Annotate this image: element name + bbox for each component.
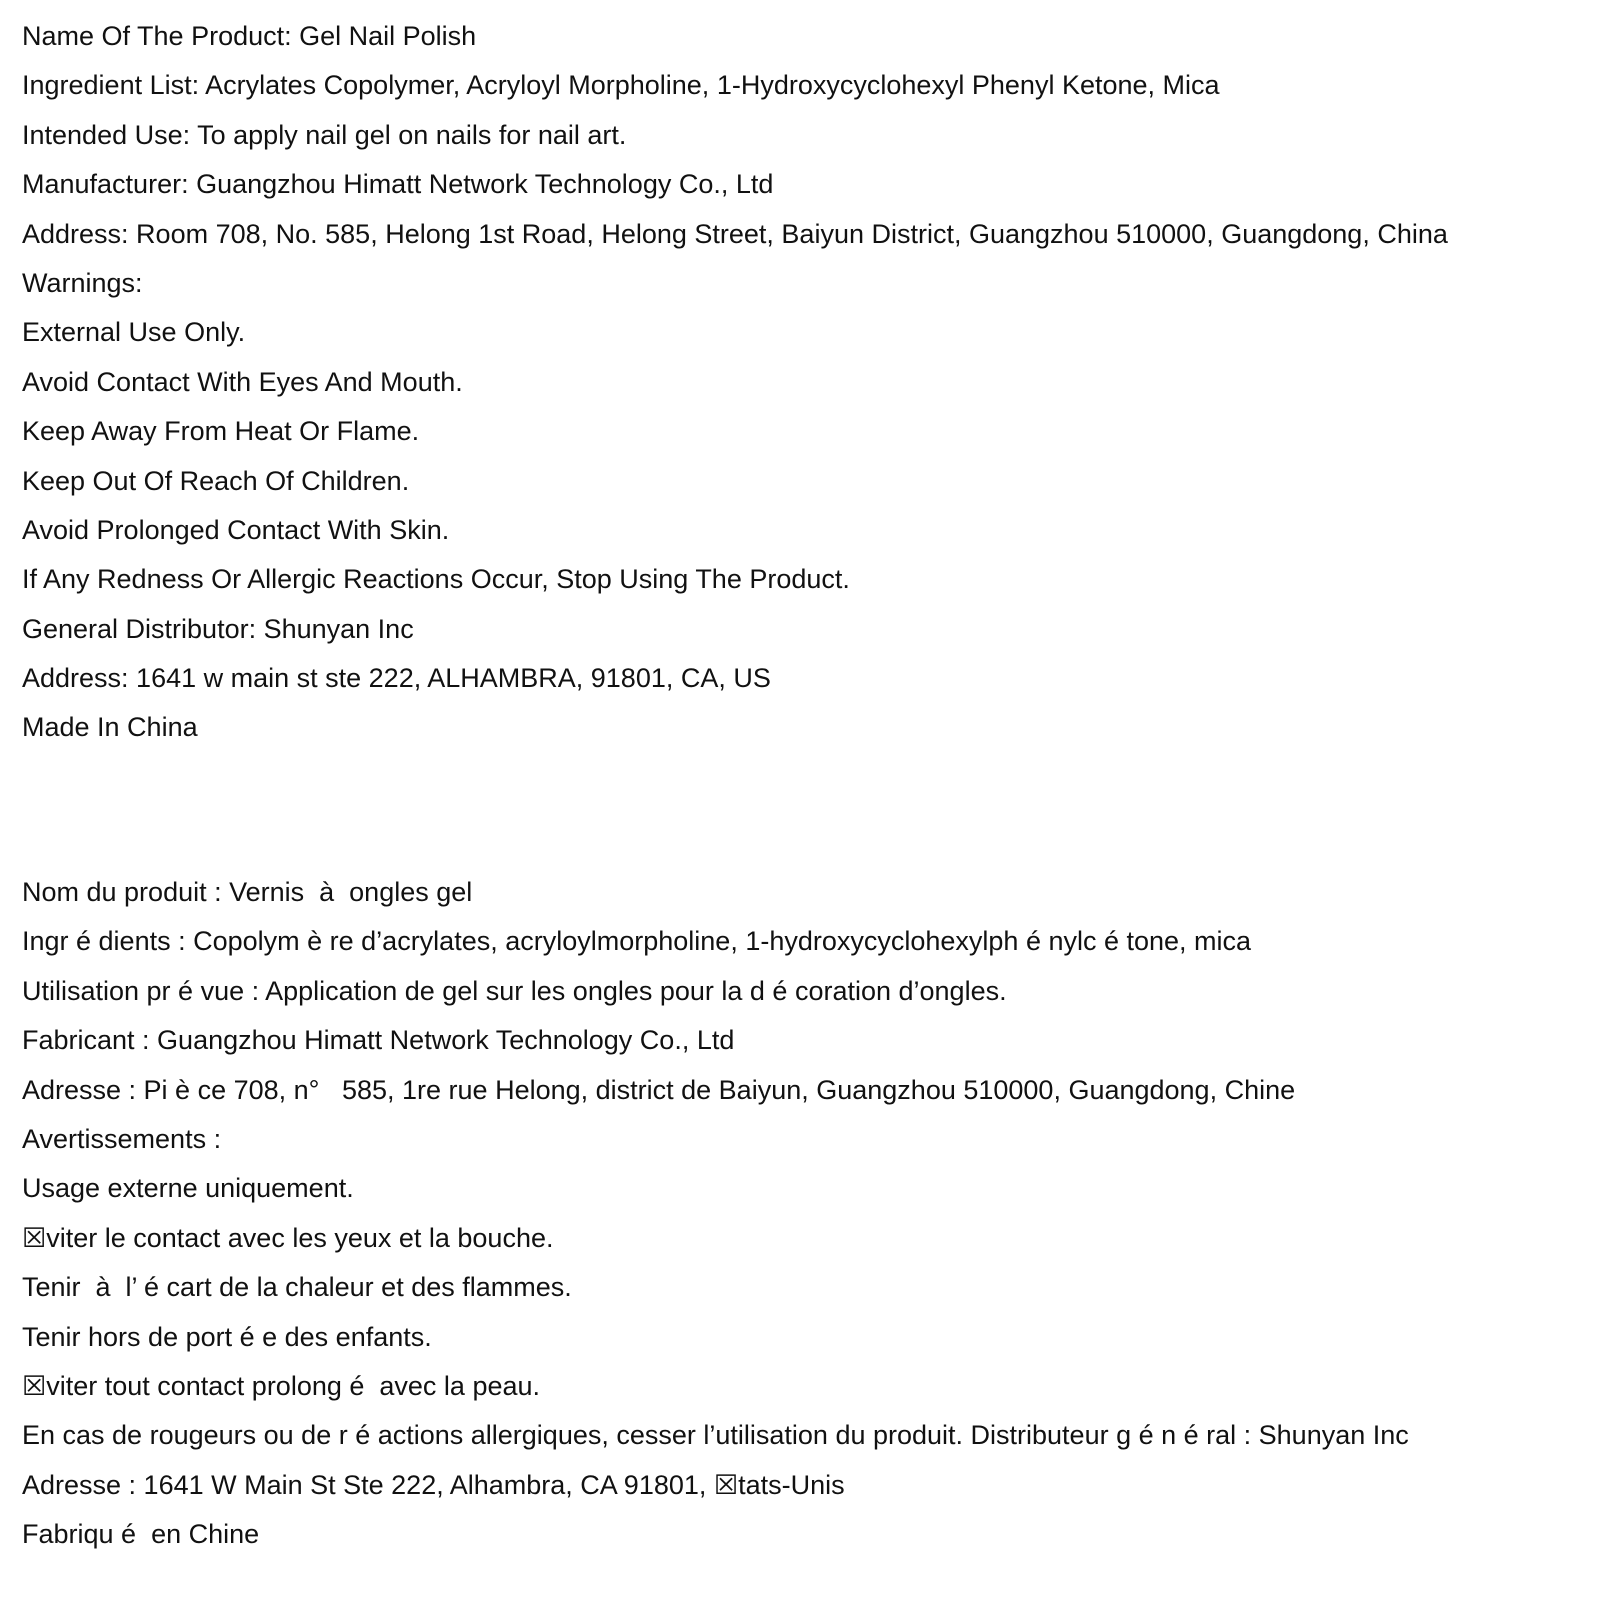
warning-line: Tenir à l’ é cart de la chaleur et des flammes. [22, 1272, 572, 1303]
warning-line: Keep Out Of Reach Of Children. [22, 465, 410, 496]
origin-line: Made In China [22, 712, 198, 743]
french-label-section [22, 870, 1580, 1561]
distributor-address-line: Address: 1641 w main st ste 222, ALHAMBRA, 91801, CA, US [22, 663, 771, 694]
warning-line: ☒viter le contact avec les yeux et la bouche. [22, 1222, 554, 1253]
warning-line: External Use Only. [22, 317, 246, 348]
ingredient-list-line: Ingr é dients : Copolym è re d’acrylates, acryloylmorpholine, 1-hydroxycyclohexylph é nylc é tone, mica [22, 926, 1252, 957]
english-label-section [22, 14, 1580, 755]
manufacturer-address-line: Address: Room 708, No. 585, Helong 1st Road, Helong Street, Baiyun District, Guangzhou 510000, Guangdong, China [22, 218, 1448, 249]
warning-line: Tenir hors de port é e des enfants. [22, 1321, 432, 1352]
warning-line: Keep Away From Heat Or Flame. [22, 416, 420, 447]
origin-line: Fabriqu é en Chine [22, 1519, 260, 1550]
warning-line: ☒viter tout contact prolong é avec la peau. [22, 1370, 541, 1401]
intended-use-line: Intended Use: To apply nail gel on nails for nail art. [22, 119, 627, 150]
intended-use-line: Utilisation pr é vue : Application de gel sur les ongles pour la d é coration d’ongles. [22, 975, 1007, 1006]
distributor-address-line: Adresse : 1641 W Main St Ste 222, Alhambra, CA 91801, ☒tats-Unis [22, 1469, 845, 1500]
warning-line: If Any Redness Or Allergic Reactions Occur, Stop Using The Product. [22, 564, 850, 595]
distributor-line: General Distributor: Shunyan Inc [22, 613, 414, 644]
manufacturer-line: Fabricant : Guangzhou Himatt Network Technology Co., Ltd [22, 1025, 735, 1056]
manufacturer-address-line: Adresse : Pi è ce 708, n° 585, 1re rue Helong, district de Baiyun, Guangzhou 510000, Guangdong, Chine [22, 1074, 1296, 1105]
manufacturer-line: Manufacturer: Guangzhou Himatt Network Technology Co., Ltd [22, 169, 774, 200]
ingredient-list-line: Ingredient List: Acrylates Copolymer, Acryloyl Morpholine, 1-Hydroxycyclohexyl Phenyl Ketone, Mica [22, 70, 1220, 101]
product-name-line: Name Of The Product: Gel Nail Polish [22, 21, 477, 51]
product-name-line: Nom du produit : Vernis à ongles gel [22, 877, 473, 907]
warning-line: Avoid Prolonged Contact With Skin. [22, 514, 450, 545]
warnings-heading: Warnings: [22, 267, 143, 298]
warning-and-distributor-line: En cas de rougeurs ou de r é actions allergiques, cesser l’utilisation du produit. Distributeur g é n é ral : Shunyan Inc [22, 1420, 1409, 1451]
warning-line: Usage externe uniquement. [22, 1173, 354, 1204]
warnings-heading: Avertissements : [22, 1123, 222, 1154]
warning-line: Avoid Contact With Eyes And Mouth. [22, 366, 463, 397]
